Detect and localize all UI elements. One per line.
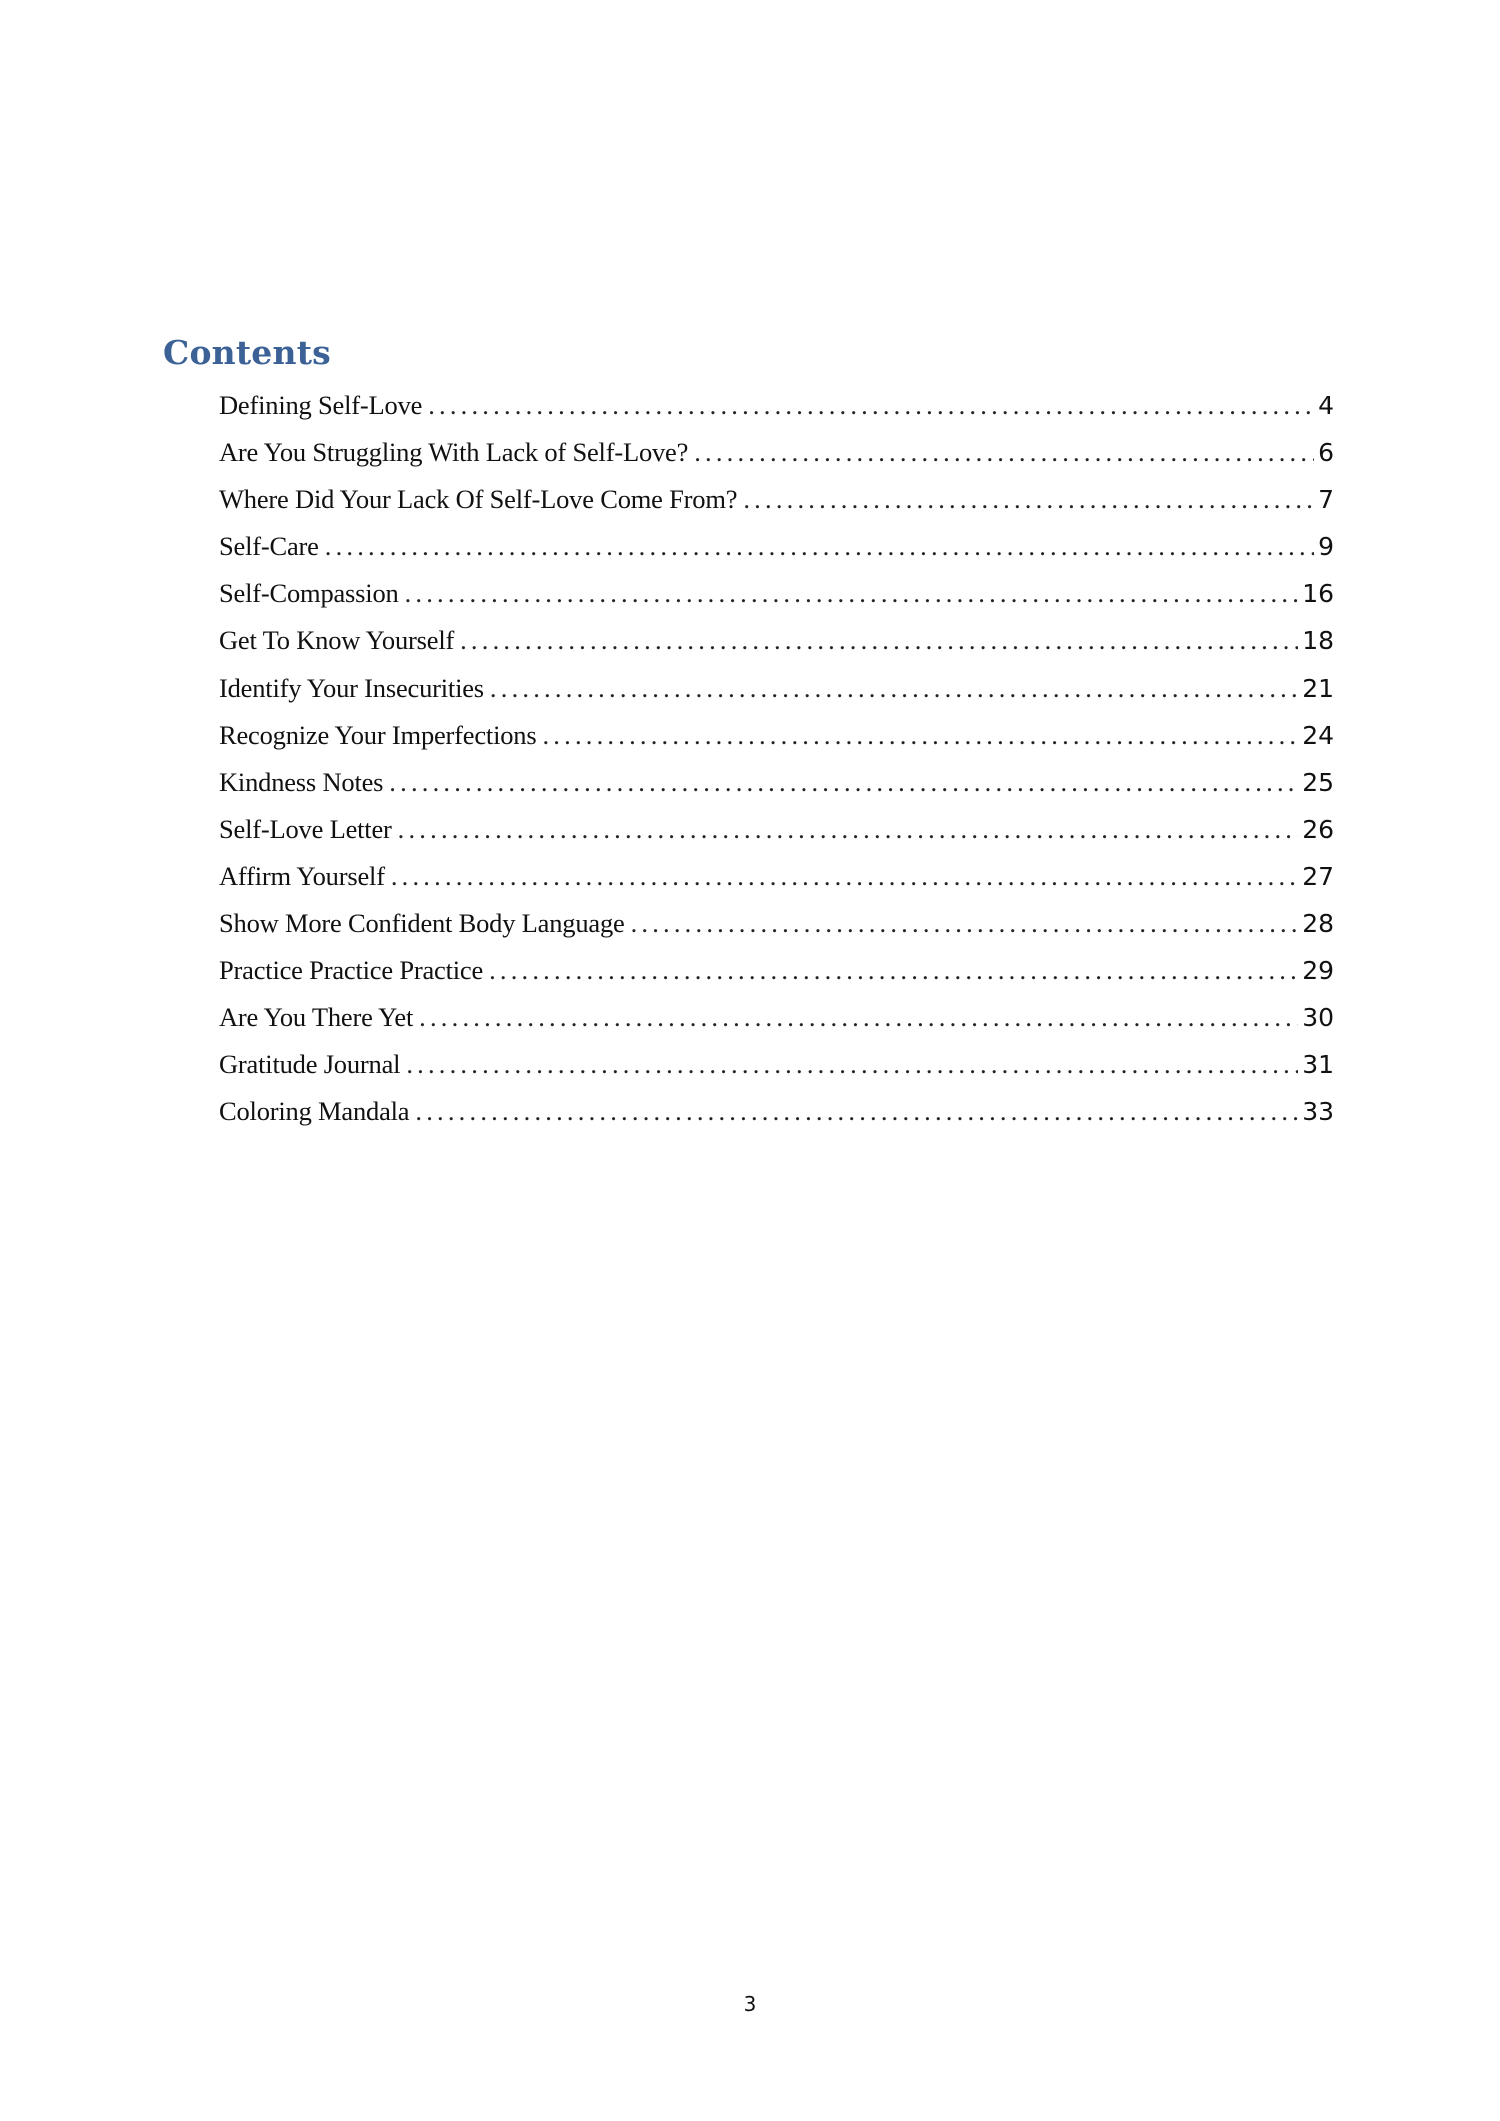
toc-entry[interactable] (219, 994, 1334, 1041)
toc-entry-title: Recognize Your Imperfections (219, 719, 537, 750)
toc-entry-page: 27 (1302, 861, 1334, 891)
toc-dot-leader (542, 712, 1298, 759)
toc-dot-leader (325, 523, 1314, 570)
toc-entry-title: Identify Your Insecurities (219, 672, 484, 703)
toc-entry-title: Practice Practice Practice (219, 955, 484, 986)
toc-entry[interactable] (219, 665, 1334, 712)
toc-entry-page: 29 (1302, 956, 1334, 986)
toc-dot-leader (389, 759, 1298, 806)
toc-entry[interactable] (219, 947, 1334, 994)
toc-dot-leader (406, 1041, 1298, 1088)
table-of-contents (219, 382, 1334, 1136)
toc-dot-leader (460, 617, 1298, 664)
toc-dot-leader (694, 429, 1314, 476)
toc-entry-title: Are You There Yet (219, 1002, 414, 1033)
toc-dot-leader (489, 947, 1298, 994)
toc-entry-page: 24 (1302, 720, 1334, 750)
toc-entry[interactable] (219, 712, 1334, 759)
toc-heading: Contents (163, 333, 331, 372)
toc-entry-page: 28 (1302, 909, 1334, 939)
toc-dot-leader (631, 900, 1299, 947)
toc-entry-title: Where Did Your Lack Of Self-Love Come From? (219, 484, 738, 515)
toc-entry[interactable] (219, 759, 1334, 806)
toc-entry-page: 30 (1302, 1003, 1334, 1033)
toc-entry[interactable] (219, 1088, 1334, 1135)
toc-dot-leader (398, 806, 1299, 853)
toc-entry-title: Self-Care (219, 531, 319, 562)
toc-entry-page: 25 (1302, 767, 1334, 797)
toc-entry-title: Affirm Yourself (219, 860, 385, 891)
toc-entry[interactable] (219, 523, 1334, 570)
toc-entry[interactable] (219, 900, 1334, 947)
toc-entry[interactable] (219, 570, 1334, 617)
toc-entry-title: Show More Confident Body Language (219, 908, 625, 939)
toc-entry-page: 6 (1318, 438, 1334, 468)
toc-dot-leader (391, 853, 1298, 900)
toc-dot-leader (415, 1088, 1298, 1135)
toc-entry[interactable] (219, 476, 1334, 523)
toc-entry-title: Self-Love Letter (219, 813, 392, 844)
toc-dot-leader (428, 382, 1314, 429)
toc-entry-page: 4 (1318, 391, 1334, 420)
toc-entry[interactable] (219, 382, 1334, 429)
toc-entry-page: 26 (1302, 814, 1334, 844)
toc-entry-title: Coloring Mandala (219, 1096, 410, 1127)
toc-entry-page: 7 (1318, 485, 1334, 515)
toc-entry-page: 18 (1302, 626, 1334, 656)
toc-dot-leader (405, 570, 1299, 617)
toc-entry-page: 21 (1302, 673, 1334, 703)
toc-entry-page: 16 (1302, 579, 1334, 609)
toc-entry-title: Gratitude Journal (219, 1049, 401, 1080)
toc-entry-page: 31 (1302, 1050, 1334, 1080)
page-number: 3 (743, 1992, 757, 2016)
toc-entry[interactable] (219, 617, 1334, 664)
toc-entry-title: Get To Know Yourself (219, 625, 455, 656)
toc-dot-leader (743, 476, 1314, 523)
toc-entry[interactable] (219, 1041, 1334, 1088)
toc-entry-page: 9 (1318, 532, 1334, 562)
toc-entry[interactable] (219, 853, 1334, 900)
toc-entry[interactable] (219, 429, 1334, 476)
toc-entry-title: Are You Struggling With Lack of Self-Love? (219, 437, 689, 468)
toc-entry-title: Self-Compassion (219, 578, 399, 609)
toc-dot-leader (419, 994, 1298, 1041)
toc-entry-page: 33 (1302, 1097, 1334, 1127)
toc-dot-leader (490, 665, 1298, 712)
toc-entry-title: Kindness Notes (219, 766, 384, 797)
toc-entry-title: Defining Self-Love (219, 390, 423, 420)
toc-entry[interactable] (219, 806, 1334, 853)
